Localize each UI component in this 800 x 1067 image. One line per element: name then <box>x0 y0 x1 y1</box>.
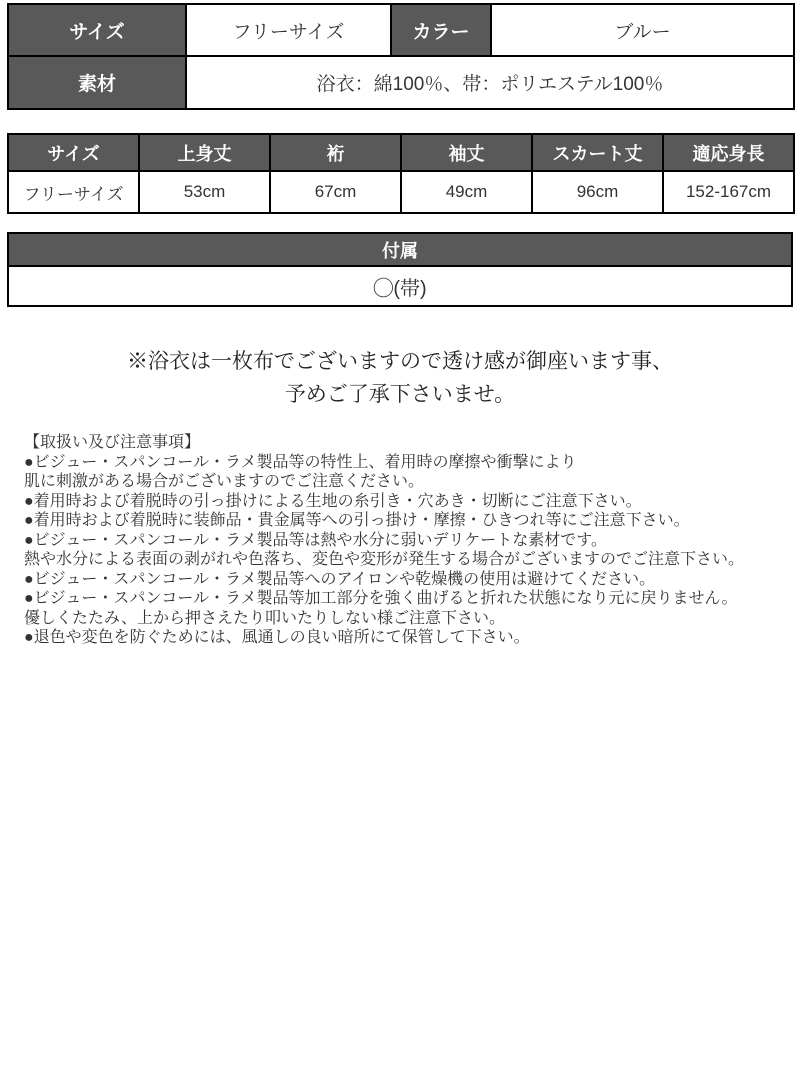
material-label-cell: 素材 <box>8 56 186 109</box>
measurements-value-yuki: 67cm <box>270 171 401 213</box>
accessory-header-cell: 付属 <box>8 233 792 266</box>
measurements-header-yuki: 裄 <box>270 134 401 171</box>
size-label-cell: サイズ <box>8 4 186 56</box>
measurements-table <box>7 133 795 214</box>
precautions-line: ●ビジュー・スパンコール・ラメ製品等へのアイロンや乾燥機の使用は避けてください。 <box>24 570 656 588</box>
sheer-fabric-notice <box>0 345 800 411</box>
measurements-value-skirt-length: 96cm <box>532 171 663 213</box>
product-spec-page <box>0 3 800 1067</box>
handling-precautions <box>0 433 800 648</box>
table-header-row <box>8 134 794 171</box>
precautions-line: 熱や水分による表面の剥がれや色落ち、変色や変形が発生する場合がございますのでご注意下さい。 <box>24 551 745 568</box>
measurements-header-body-length: 上身丈 <box>139 134 270 171</box>
measurements-header-height-range: 適応身長 <box>663 134 794 171</box>
accessory-table <box>7 232 793 307</box>
size-value-cell: フリーサイズ <box>186 4 391 56</box>
precautions-line: 優しくたたみ、上から押さえたり叩いたりしない様ご注意下さい。 <box>24 609 505 627</box>
measurements-header-size: サイズ <box>8 134 139 171</box>
measurements-header-skirt-length: スカート丈 <box>532 134 663 171</box>
measurements-value-size: フリーサイズ <box>8 171 139 213</box>
precautions-line: ●着用時および着脱時に装飾品・貴金属等への引っ掛け・摩擦・ひきつれ等にご注意下さい。 <box>24 512 690 529</box>
table-row <box>8 171 794 213</box>
precautions-line: 肌に刺激がある場合がございますのでご注意ください。 <box>24 473 425 490</box>
precautions-line: ●退色や変色を防ぐためには、風通しの良い暗所にて保管して下さい。 <box>24 629 530 646</box>
notice-line-2: 予めご了承下さいませ。 <box>284 383 516 406</box>
table-row <box>8 56 794 109</box>
measurements-value-height-range: 152-167cm <box>663 171 794 213</box>
table-row <box>8 4 794 56</box>
measurements-header-sleeve-length: 袖丈 <box>401 134 532 171</box>
table-row <box>8 266 792 306</box>
precautions-line: ●ビジュー・スパンコール・ラメ製品等加工部分を強く曲げると折れた状態になり元に戻りません。 <box>24 590 738 607</box>
precautions-line: ●着用時および着脱時の引っ掛けによる生地の糸引き・穴あき・切断にご注意下さい。 <box>24 492 642 510</box>
table-header-row <box>8 233 792 266</box>
notice-line-1: ※浴衣は一枚布でございますので透け感が御座います事、 <box>127 350 673 373</box>
accessory-value-cell: ◯(帯) <box>8 266 792 306</box>
color-value-cell: ブルー <box>491 4 794 56</box>
precautions-line: ●ビジュー・スパンコール・ラメ製品等は熱や水分に弱いデリケートな素材です。 <box>24 531 607 549</box>
size-color-material-table <box>7 3 795 110</box>
material-value-cell: 浴衣：綿100％、帯：ポリエステル100％ <box>186 56 794 109</box>
color-label-cell: カラー <box>391 4 491 56</box>
precautions-line: ●ビジュー・スパンコール・ラメ製品等の特性上、着用時の摩擦や衝撃により <box>24 453 577 471</box>
measurements-value-body-length: 53cm <box>139 171 270 213</box>
precautions-title: 【取扱い及び注意事項】 <box>24 434 201 451</box>
measurements-value-sleeve-length: 49cm <box>401 171 532 213</box>
